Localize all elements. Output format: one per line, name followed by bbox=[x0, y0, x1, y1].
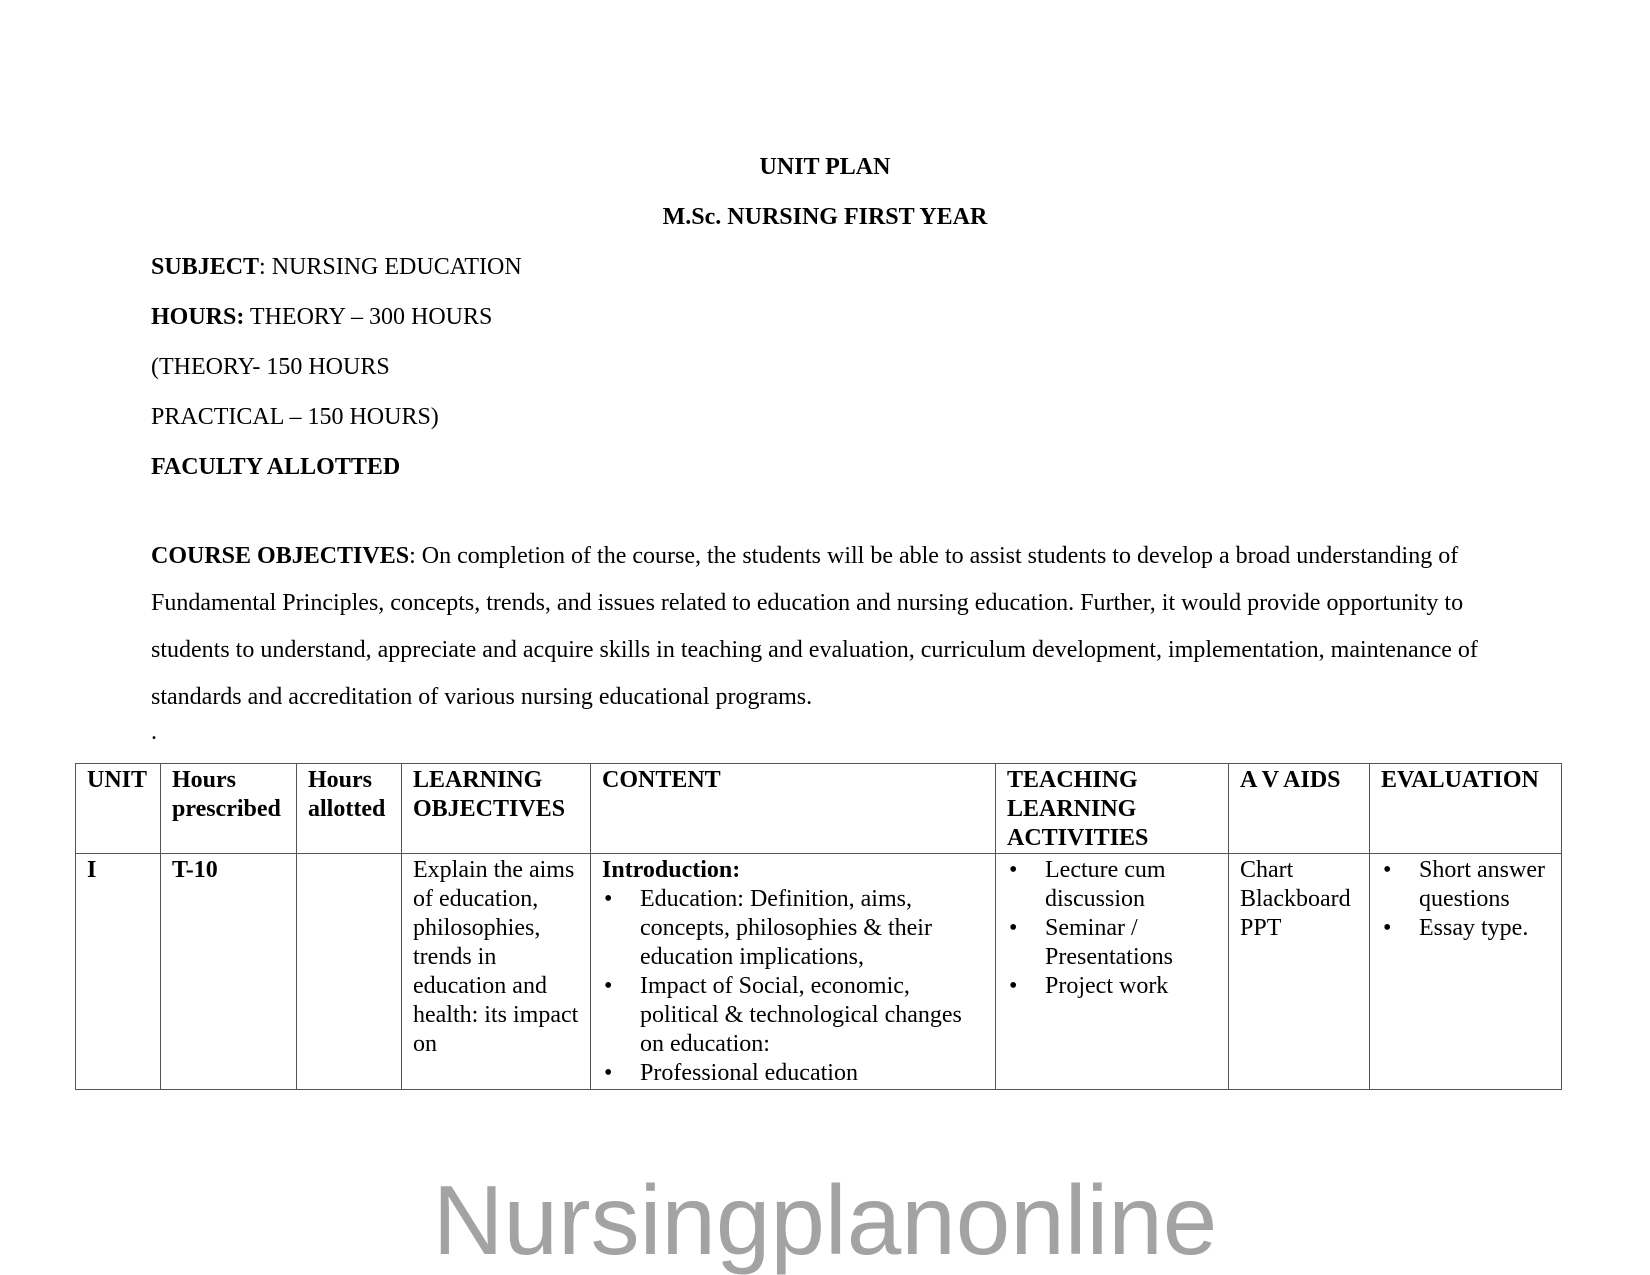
hours-line bbox=[151, 303, 492, 331]
objectives-label: COURSE OBJECTIVES bbox=[151, 543, 410, 569]
course-objectives bbox=[151, 533, 1531, 721]
table-header-row bbox=[76, 764, 1562, 854]
content-list bbox=[602, 885, 985, 1088]
av-aid-item: PPT bbox=[1240, 915, 1282, 941]
theory-line: (THEORY- 150 HOURS bbox=[151, 354, 390, 380]
watermark: Nursingplanonline bbox=[432, 1165, 1218, 1275]
faculty-label: FACULTY ALLOTTED bbox=[151, 454, 401, 480]
cell-av-aids bbox=[1229, 854, 1370, 1090]
header-learning-objectives: LEARNING OBJECTIVES bbox=[402, 764, 591, 854]
cell-unit: I bbox=[76, 854, 161, 1090]
header-unit: UNIT bbox=[76, 764, 161, 854]
cell-teaching-activities bbox=[996, 854, 1229, 1090]
evaluation-list bbox=[1381, 856, 1551, 943]
cell-evaluation bbox=[1370, 854, 1562, 1090]
content-heading: Introduction: bbox=[602, 857, 741, 883]
list-item: • Short answer questions bbox=[1381, 856, 1551, 914]
unit-plan-table bbox=[75, 763, 1562, 1090]
header-av-aids: A V AIDS bbox=[1229, 764, 1370, 854]
stray-dot: . bbox=[151, 719, 157, 745]
cell-learning-objectives: Explain the aims of education, philosophies, trends in education and health: its impact on bbox=[402, 854, 591, 1090]
cell-hours-allotted bbox=[297, 854, 402, 1090]
activities-list bbox=[1007, 856, 1218, 1001]
header-evaluation: EVALUATION bbox=[1370, 764, 1562, 854]
objectives-text: : On completion of the course, the students will be able to assist students to develop a broad understanding of Fundamental Principles, concepts, trends, and issues related to education and nursing education. Further, it would provide opportunity to students to understand, appreciate and acquire skills in teaching and evaluation, curriculum development, implementation, maintenance of standards and accreditation of various nursing educational programs. bbox=[151, 543, 1478, 710]
cell-content bbox=[591, 854, 996, 1090]
header-content: CONTENT bbox=[591, 764, 996, 854]
cell-hours-prescribed: T-10 bbox=[161, 854, 297, 1090]
page-title: UNIT PLAN bbox=[759, 154, 891, 180]
header-hours-prescribed: Hours prescribed bbox=[161, 764, 297, 854]
header-teaching-activities: TEACHING LEARNING ACTIVITIES bbox=[996, 764, 1229, 854]
subject-line bbox=[151, 253, 522, 281]
subject-value: : NURSING EDUCATION bbox=[259, 254, 522, 280]
av-aid-item: Chart bbox=[1240, 857, 1294, 883]
page-subtitle: M.Sc. NURSING FIRST YEAR bbox=[662, 204, 988, 230]
av-aid-item: Blackboard bbox=[1240, 886, 1351, 912]
subject-label: SUBJECT bbox=[151, 254, 260, 280]
list-item: • Essay type. bbox=[1381, 914, 1551, 943]
faculty-line bbox=[151, 453, 400, 481]
list-item: • Project work bbox=[1007, 972, 1218, 1001]
header-hours-allotted: Hours allotted bbox=[297, 764, 402, 854]
list-item: • Impact of Social, economic, political & technological changes on education: bbox=[602, 972, 985, 1059]
practical-line: PRACTICAL – 150 HOURS) bbox=[151, 404, 439, 430]
hours-value: THEORY – 300 HOURS bbox=[244, 304, 493, 330]
table-row bbox=[76, 854, 1562, 1090]
list-item: • Lecture cum discussion bbox=[1007, 856, 1218, 914]
list-item: • Professional education bbox=[602, 1059, 985, 1088]
list-item: • Seminar / Presentations bbox=[1007, 914, 1218, 972]
hours-label: HOURS: bbox=[151, 304, 245, 330]
list-item: • Education: Definition, aims, concepts, philosophies & their education implications, bbox=[602, 885, 985, 972]
